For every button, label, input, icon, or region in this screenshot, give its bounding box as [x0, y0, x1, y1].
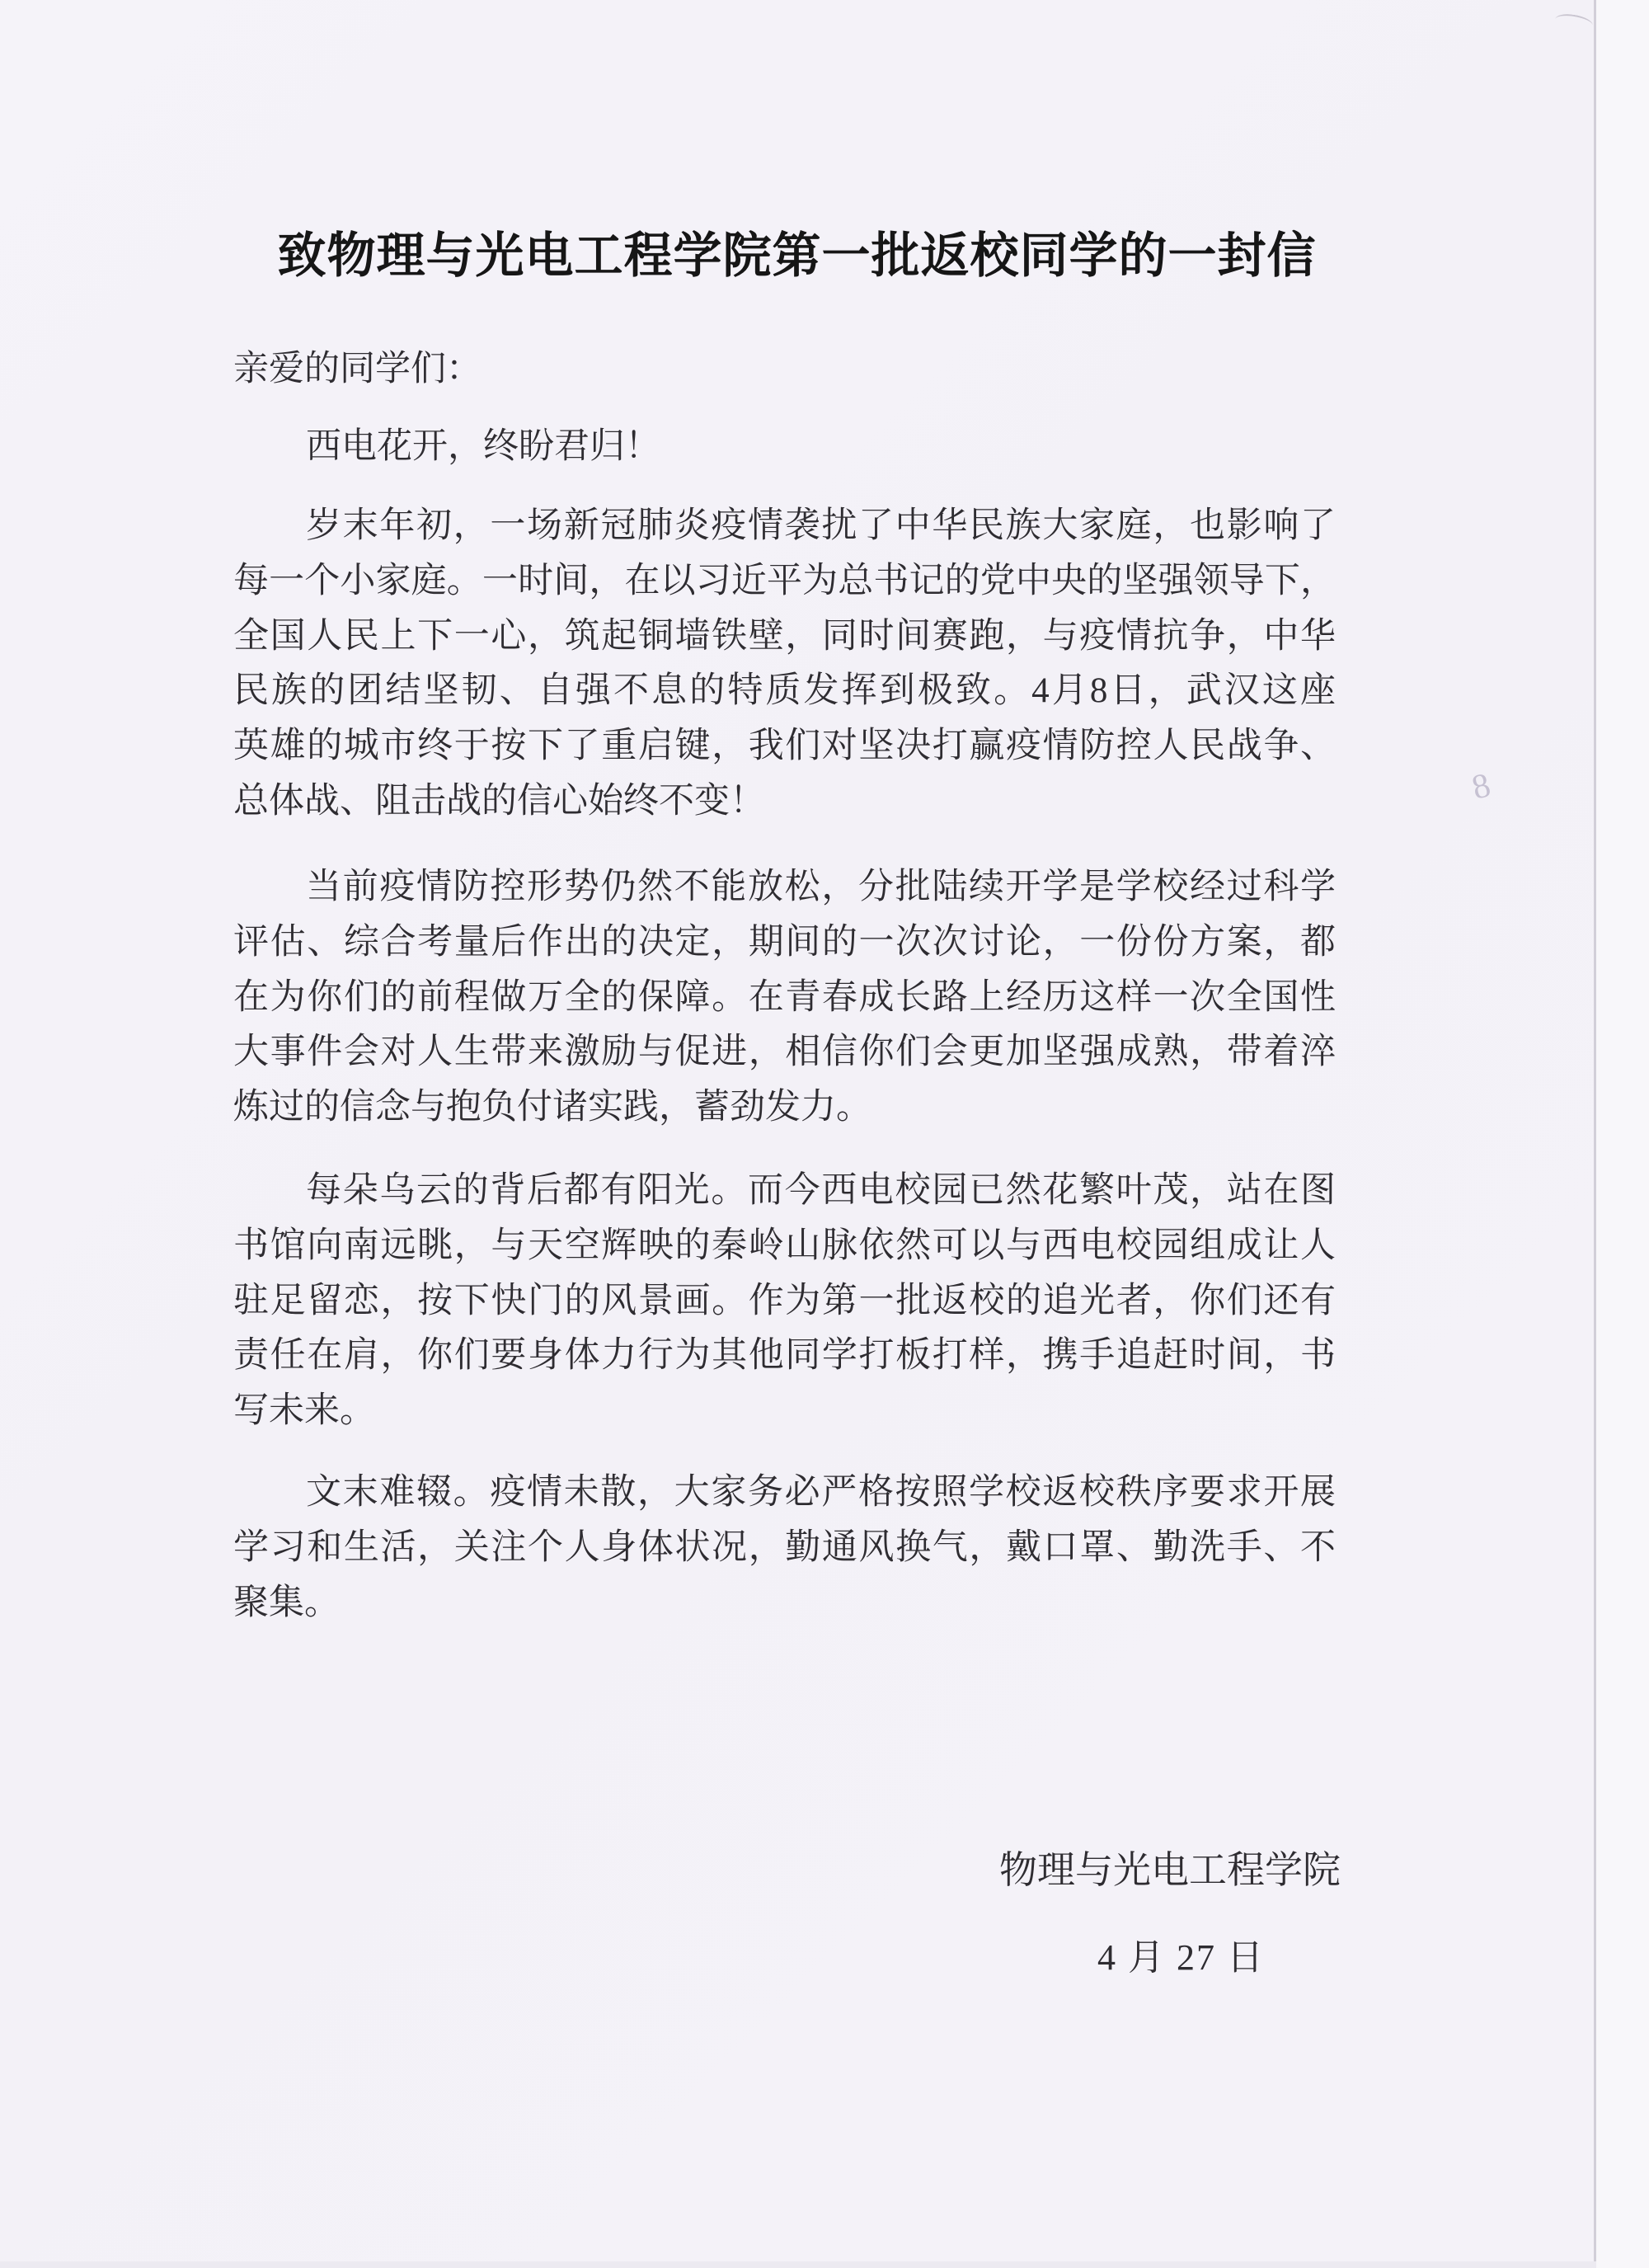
- bleedthrough-mark: 8: [1468, 766, 1495, 807]
- paragraph-2-line-2: 评估、综合考量后作出的决定，期间的一次次讨论，一份份方案，都: [233, 922, 1336, 962]
- salutation: 亲爱的同学们：: [233, 350, 482, 388]
- signature-date: 4 月 27 日: [1097, 1937, 1265, 1978]
- paragraph-4-line-2: 学习和生活，关注个人身体状况，勤通风换气，戴口罩、勤洗手、不: [233, 1527, 1336, 1567]
- paragraph-3-line-2: 书馆向南远眺，与天空辉映的秦岭山脉依然可以与西电校园组成让人: [233, 1226, 1336, 1265]
- paragraph-1-line-5: 英雄的城市终于按下了重启键，我们对坚决打赢疫情防控人民战争、: [233, 727, 1336, 766]
- bottom-scan-edge: [0, 2261, 1596, 2268]
- paragraph-3-line-1: 每朵乌云的背后都有阳光。而今西电校园已然花繁叶茂，站在图: [306, 1171, 1336, 1210]
- paragraph-4-line-1: 文末难辍。疫情未散，大家务必严格按照学校返校秩序要求开展: [306, 1473, 1336, 1512]
- paragraph-1-line-2: 每一个小家庭。一时间，在以习近平为总书记的党中央的坚强领导下，: [233, 561, 1336, 600]
- paragraph-3-line-5: 写未来。: [233, 1391, 375, 1431]
- signature-organization: 物理与光电工程学院: [999, 1849, 1341, 1891]
- paragraph-2-line-1: 当前疫情防控形势仍然不能放松，分批陆续开学是学校经过科学: [306, 868, 1336, 906]
- paragraph-1-line-4: 民族的团结坚韧、自强不息的特质发挥到极致。4月8日，武汉这座: [233, 671, 1336, 711]
- paragraph-3-line-3: 驻足留恋，按下快门的风景画。作为第一批返校的追光者，你们还有: [233, 1281, 1336, 1320]
- paragraph-2-line-3: 在为你们的前程做万全的保障。在青春成长路上经历这样一次全国性: [233, 977, 1336, 1017]
- paragraph-1-line-1: 岁末年初，一场新冠肺炎疫情袭扰了中华民族大家庭，也影响了: [306, 506, 1336, 545]
- greeting-line: 西电花开，终盼君归！: [306, 427, 660, 466]
- scanner-margin-strip: [1596, 0, 1649, 2268]
- paragraph-2-line-4: 大事件会对人生带来激励与促进，相信你们会更加坚强成熟，带着淬: [233, 1033, 1336, 1072]
- paragraph-4-line-3: 聚集。: [233, 1583, 340, 1622]
- letter-title: 致物理与光电工程学院第一批返校同学的一封信: [277, 228, 1317, 283]
- paragraph-1-line-3: 全国人民上下一心，筑起铜墙铁壁，同时间赛跑，与疫情抗争，中华: [233, 616, 1336, 656]
- paragraph-3-line-4: 责任在肩，你们要身体力行为其他同学打板打样，携手追赶时间，书: [233, 1336, 1336, 1376]
- paragraph-2-line-5: 炼过的信念与抱负付诸实践，蓄劲发力。: [233, 1088, 871, 1127]
- paragraph-1-line-6: 总体战、阻击战的信心始终不变！: [233, 782, 765, 821]
